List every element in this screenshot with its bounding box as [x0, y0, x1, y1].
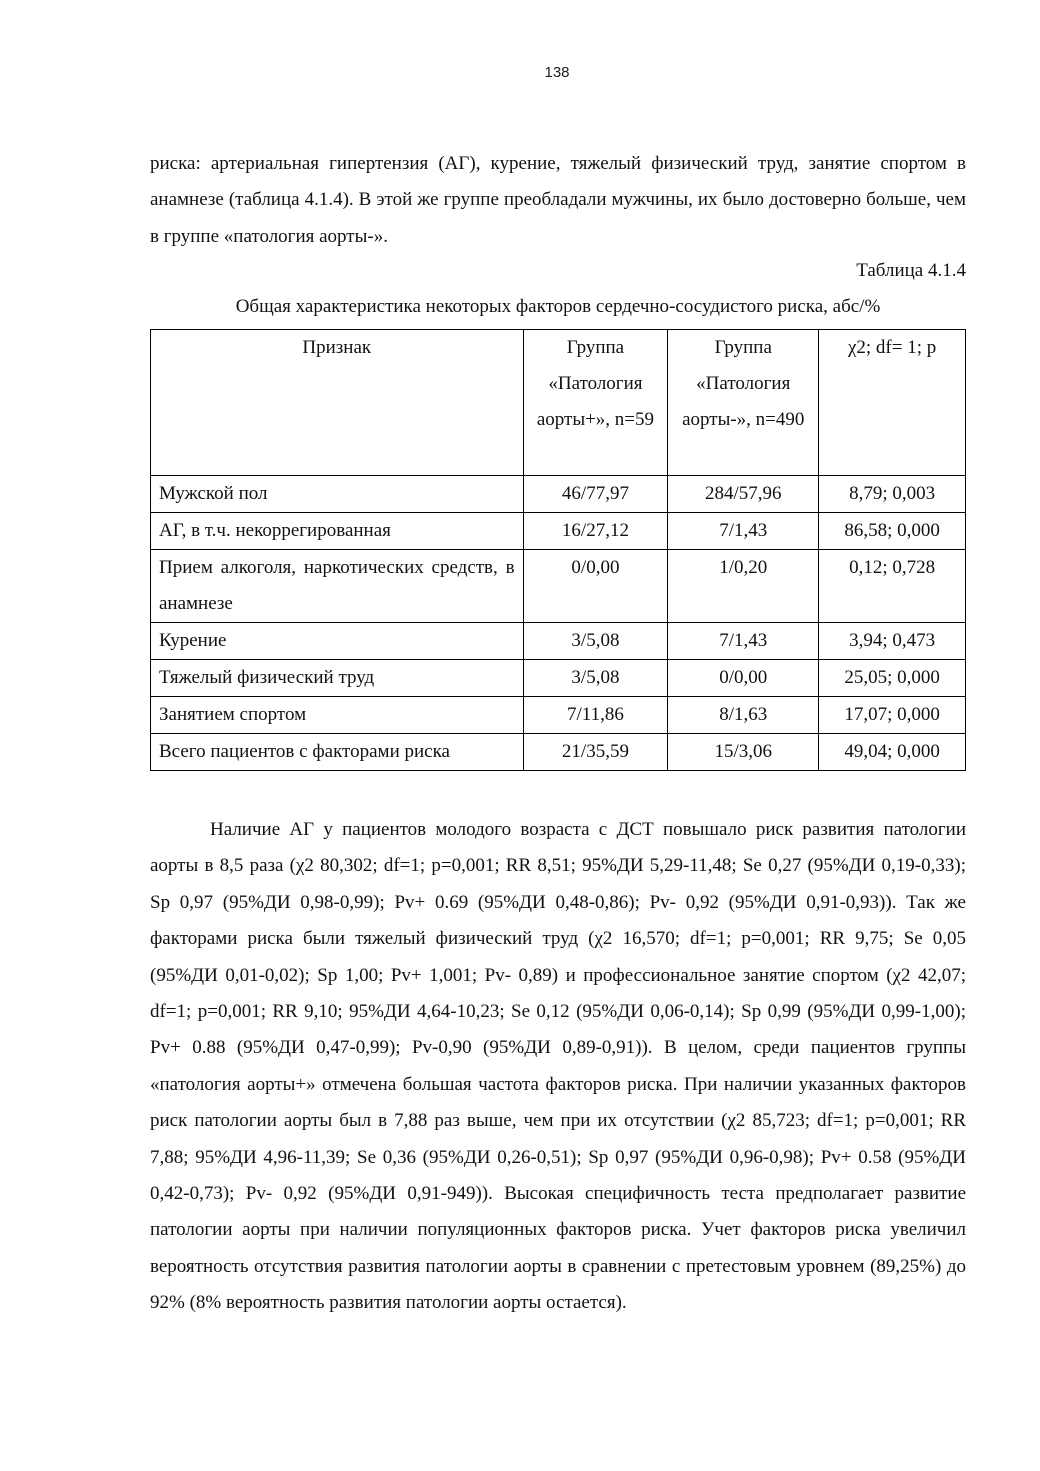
row-minus-value: 8/1,63 — [668, 697, 819, 734]
table-row — [151, 550, 966, 623]
row-stat-value: 3,94; 0,473 — [819, 623, 966, 660]
table-title: Общая характеристика некоторых факторов сердечно-сосудистого риска, абс/% — [235, 296, 881, 317]
header-group-minus: Группа «Патология аорты-», n=490 — [668, 330, 819, 476]
row-stat-value: 0,12; 0,728 — [819, 550, 966, 623]
row-feature: Занятием спортом — [151, 697, 524, 734]
row-feature: Прием алкоголя, наркотических средств, в анамнезе — [151, 550, 524, 623]
intro-paragraph: риска: артериальная гипертензия (АГ), курение, тяжелый физический труд, занятие спортом в анамнезе (таблица 4.1.4). В этой же группе преобладали мужчины, их было достоверно больше, чем в группе «патология аорты-». — [150, 153, 966, 247]
table-row — [151, 697, 966, 734]
row-minus-value: 15/3,06 — [668, 734, 819, 771]
row-stat-value: 86,58; 0,000 — [819, 513, 966, 550]
page-number: 138 — [544, 64, 570, 81]
row-minus-value: 7/1,43 — [668, 623, 819, 660]
header-feature: Признак — [151, 330, 524, 476]
header-group-plus: Группа «Патология аорты+», n=59 — [523, 330, 668, 476]
row-plus-value: 46/77,97 — [523, 476, 668, 513]
table-row — [151, 660, 966, 697]
row-plus-value: 16/27,12 — [523, 513, 668, 550]
header-stat: χ2; df= 1; p — [819, 330, 966, 476]
row-stat-value: 8,79; 0,003 — [819, 476, 966, 513]
results-paragraph: Наличие АГ у пациентов молодого возраста с ДСТ повышало риск развития патологии аорты в 8,5 раза (χ2 80,302; df=1; p=0,001; RR 8,51; 95%ДИ 5,29-11,48; Se 0,27 (95%ДИ 0,19-0,33); Sp 0,97 (95%ДИ 0,98-0,99); Pv+ 0.69 (95%ДИ 0,48-0,86); Pv- 0,92 (95%ДИ 0,91-0,93)). Так же факторами риска были тяжелый физический труд (χ2 16,570; df=1; p=0,001; RR 9,75; Se 0,05 (95%ДИ 0,01-0,02); Sp 1,00; Pv+ 1,001; Pv- 0,89) и профессиональное занятие спортом (χ2 42,07; df=1; p=0,001; RR 9,10; 95%ДИ 4,64-10,23; Se 0,12 (95%ДИ 0,06-0,14); Sp 0,99 (95%ДИ 0,99-1,00); Pv+ 0.88 (95%ДИ 0,47-0,99); Pv-0,90 (95%ДИ 0,89-0,91)). В целом, среди пациентов группы «патология аорты+» отмечена большая частота факторов риска. При наличии указанных факторов риск патологии аорты был в 7,88 раз выше, чем при их отсутствии (χ2 85,723; df=1; p=0,001; RR 7,88; 95%ДИ 4,96-11,39; Se 0,36 (95%ДИ 0,26-0,51); Sp 0,97 (95%ДИ 0,96-0,98); Pv+ 0.58 (95%ДИ 0,42-0,73); Pv- 0,92 (95%ДИ 0,91-949)). Высокая специфичность теста предполагает развитие патологии аорты при наличии популяционных факторов риска. Учет факторов риска увеличил вероятность отсутствия развития патологии аорты в сравнении с претестовым уровнем (89,25%) до 92% (8% вероятность развития патологии аорты остается). — [150, 819, 966, 1314]
row-stat-value: 17,07; 0,000 — [819, 697, 966, 734]
row-minus-value: 7/1,43 — [668, 513, 819, 550]
row-feature: Курение — [151, 623, 524, 660]
row-stat-value: 49,04; 0,000 — [819, 734, 966, 771]
row-plus-value: 3/5,08 — [523, 623, 668, 660]
table-number: Таблица 4.1.4 — [856, 260, 966, 281]
row-plus-value: 21/35,59 — [523, 734, 668, 771]
row-plus-value: 7/11,86 — [523, 697, 668, 734]
risk-factors-table — [150, 329, 966, 771]
row-stat-value: 25,05; 0,000 — [819, 660, 966, 697]
row-feature: Мужской пол — [151, 476, 524, 513]
table-header-row — [151, 330, 966, 476]
row-plus-value: 0/0,00 — [523, 550, 668, 623]
row-minus-value: 284/57,96 — [668, 476, 819, 513]
table-row — [151, 476, 966, 513]
row-minus-value: 1/0,20 — [668, 550, 819, 623]
table-row — [151, 734, 966, 771]
row-plus-value: 3/5,08 — [523, 660, 668, 697]
row-minus-value: 0/0,00 — [668, 660, 819, 697]
row-feature: АГ, в т.ч. некоррегированная — [151, 513, 524, 550]
table-row — [151, 623, 966, 660]
table-row — [151, 513, 966, 550]
row-feature: Тяжелый физический труд — [151, 660, 524, 697]
row-feature: Всего пациентов с факторами риска — [151, 734, 524, 771]
